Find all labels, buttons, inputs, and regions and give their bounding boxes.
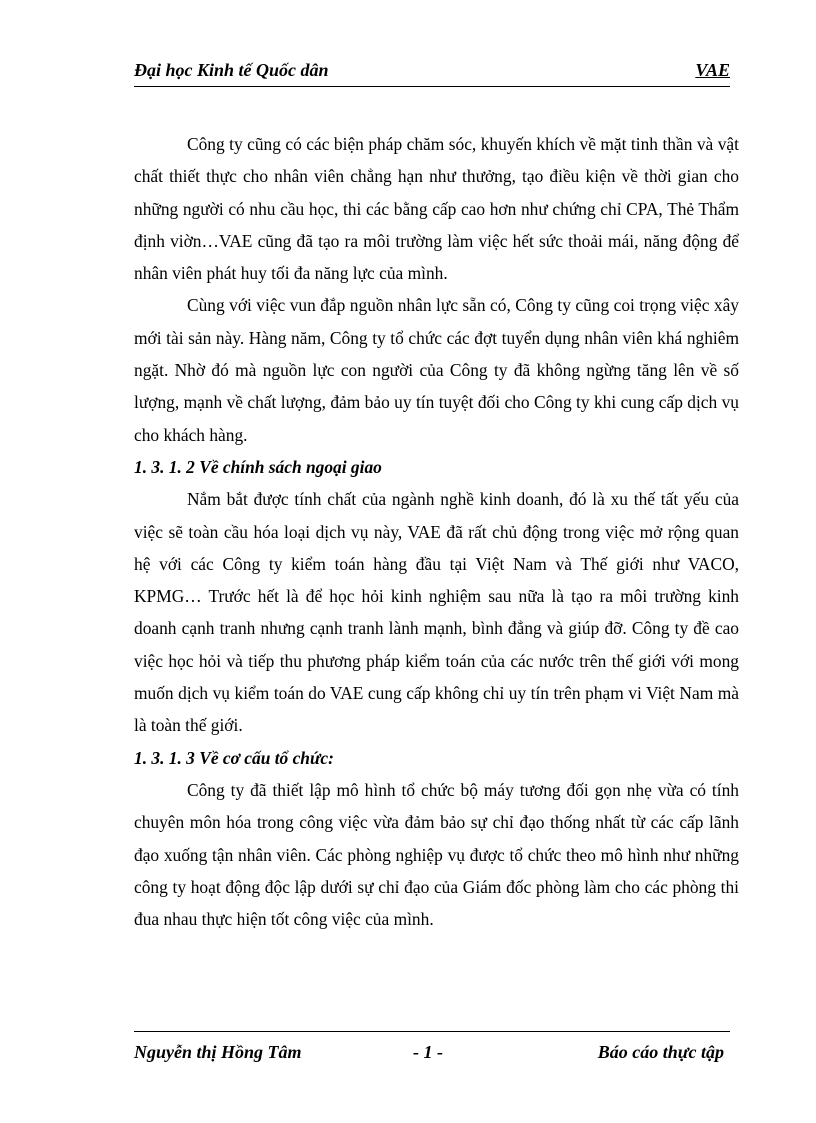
document-body xyxy=(134,128,739,935)
paragraph-foreign-policy: Nắm bắt được tính chất của ngành nghề kinh doanh, đó là xu thế tất yếu của việc sẽ toàn cầu hóa loại dịch vụ này, VAE đã rất chủ động trong việc mở rộng quan hệ với các Công ty kiểm toán hàng đầu tại Việt Nam và Thế giới như VACO, KPMG… Trước hết là để học hỏi kinh nghiệm sau nữa là tạo ra môi trường kinh doanh cạnh tranh nhưng cạnh tranh lành mạnh, bình đẳng và giúp đỡ. Công ty đề cao việc học hỏi và tiếp thu phương pháp kiểm toán của các nước trên thế giới với mong muốn dịch vụ kiểm toán do VAE cung cấp không chỉ uy tín trên phạm vi Việt Nam mà là toàn thế giới. xyxy=(134,489,739,736)
header-company: VAE xyxy=(695,60,730,80)
page-footer xyxy=(134,1042,730,1070)
header-university: Đại học Kinh tế Quốc dân xyxy=(134,60,329,80)
page-number: - 1 - xyxy=(413,1042,443,1062)
section-heading-foreign-policy: 1. 3. 1. 2 Về chính sách ngoại giao xyxy=(134,456,382,477)
footer-report-title: Báo cáo thực tập xyxy=(597,1042,724,1062)
paragraph-recruitment: Cùng với việc vun đắp nguồn nhân lực sẵn có, Công ty cũng coi trọng việc xây mới tài sản này. Hàng năm, Công ty tổ chức các đợt tuyển dụng nhân viên khá nghiêm ngặt. Nhờ đó mà nguồn lực con người của Công ty đã không ngừng tăng lên về số lượng, mạnh về chất lượng, đảm bảo uy tín tuyệt đối cho Công ty khi cung cấp dịch vụ cho khách hàng. xyxy=(134,295,739,445)
page-header xyxy=(134,56,730,87)
paragraph-staff-care: Công ty cũng có các biện pháp chăm sóc, khuyến khích về mặt tinh thần và vật chất thiết thực cho nhân viên chẳng hạn như thưởng, tạo điều kiện về thời gian cho những người có nhu cầu học, thi các bằng cấp cao hơn như chứng chỉ CPA, Thẻ Thẩm định viờn…VAE cũng đã tạo ra môi trường làm việc hết sức thoải mái, năng động để nhân viên phát huy tối đa năng lực của mình. xyxy=(134,134,739,284)
footer-divider xyxy=(134,1031,730,1032)
section-heading-organization: 1. 3. 1. 3 Về cơ cấu tổ chức: xyxy=(134,747,334,768)
paragraph-organization: Công ty đã thiết lập mô hình tổ chức bộ máy tương đối gọn nhẹ vừa có tính chuyên môn hóa trong công việc vừa đảm bảo sự chỉ đạo thống nhất từ các cấp lãnh đạo xuống tận nhân viên. Các phòng nghiệp vụ được tổ chức theo mô hình như những công ty hoạt động độc lập dưới sự chỉ đạo của Giám đốc phòng làm cho các phòng thi đua nhau thực hiện tốt công việc của mình. xyxy=(134,779,739,930)
footer-author: Nguyễn thị Hồng Tâm xyxy=(134,1042,302,1062)
